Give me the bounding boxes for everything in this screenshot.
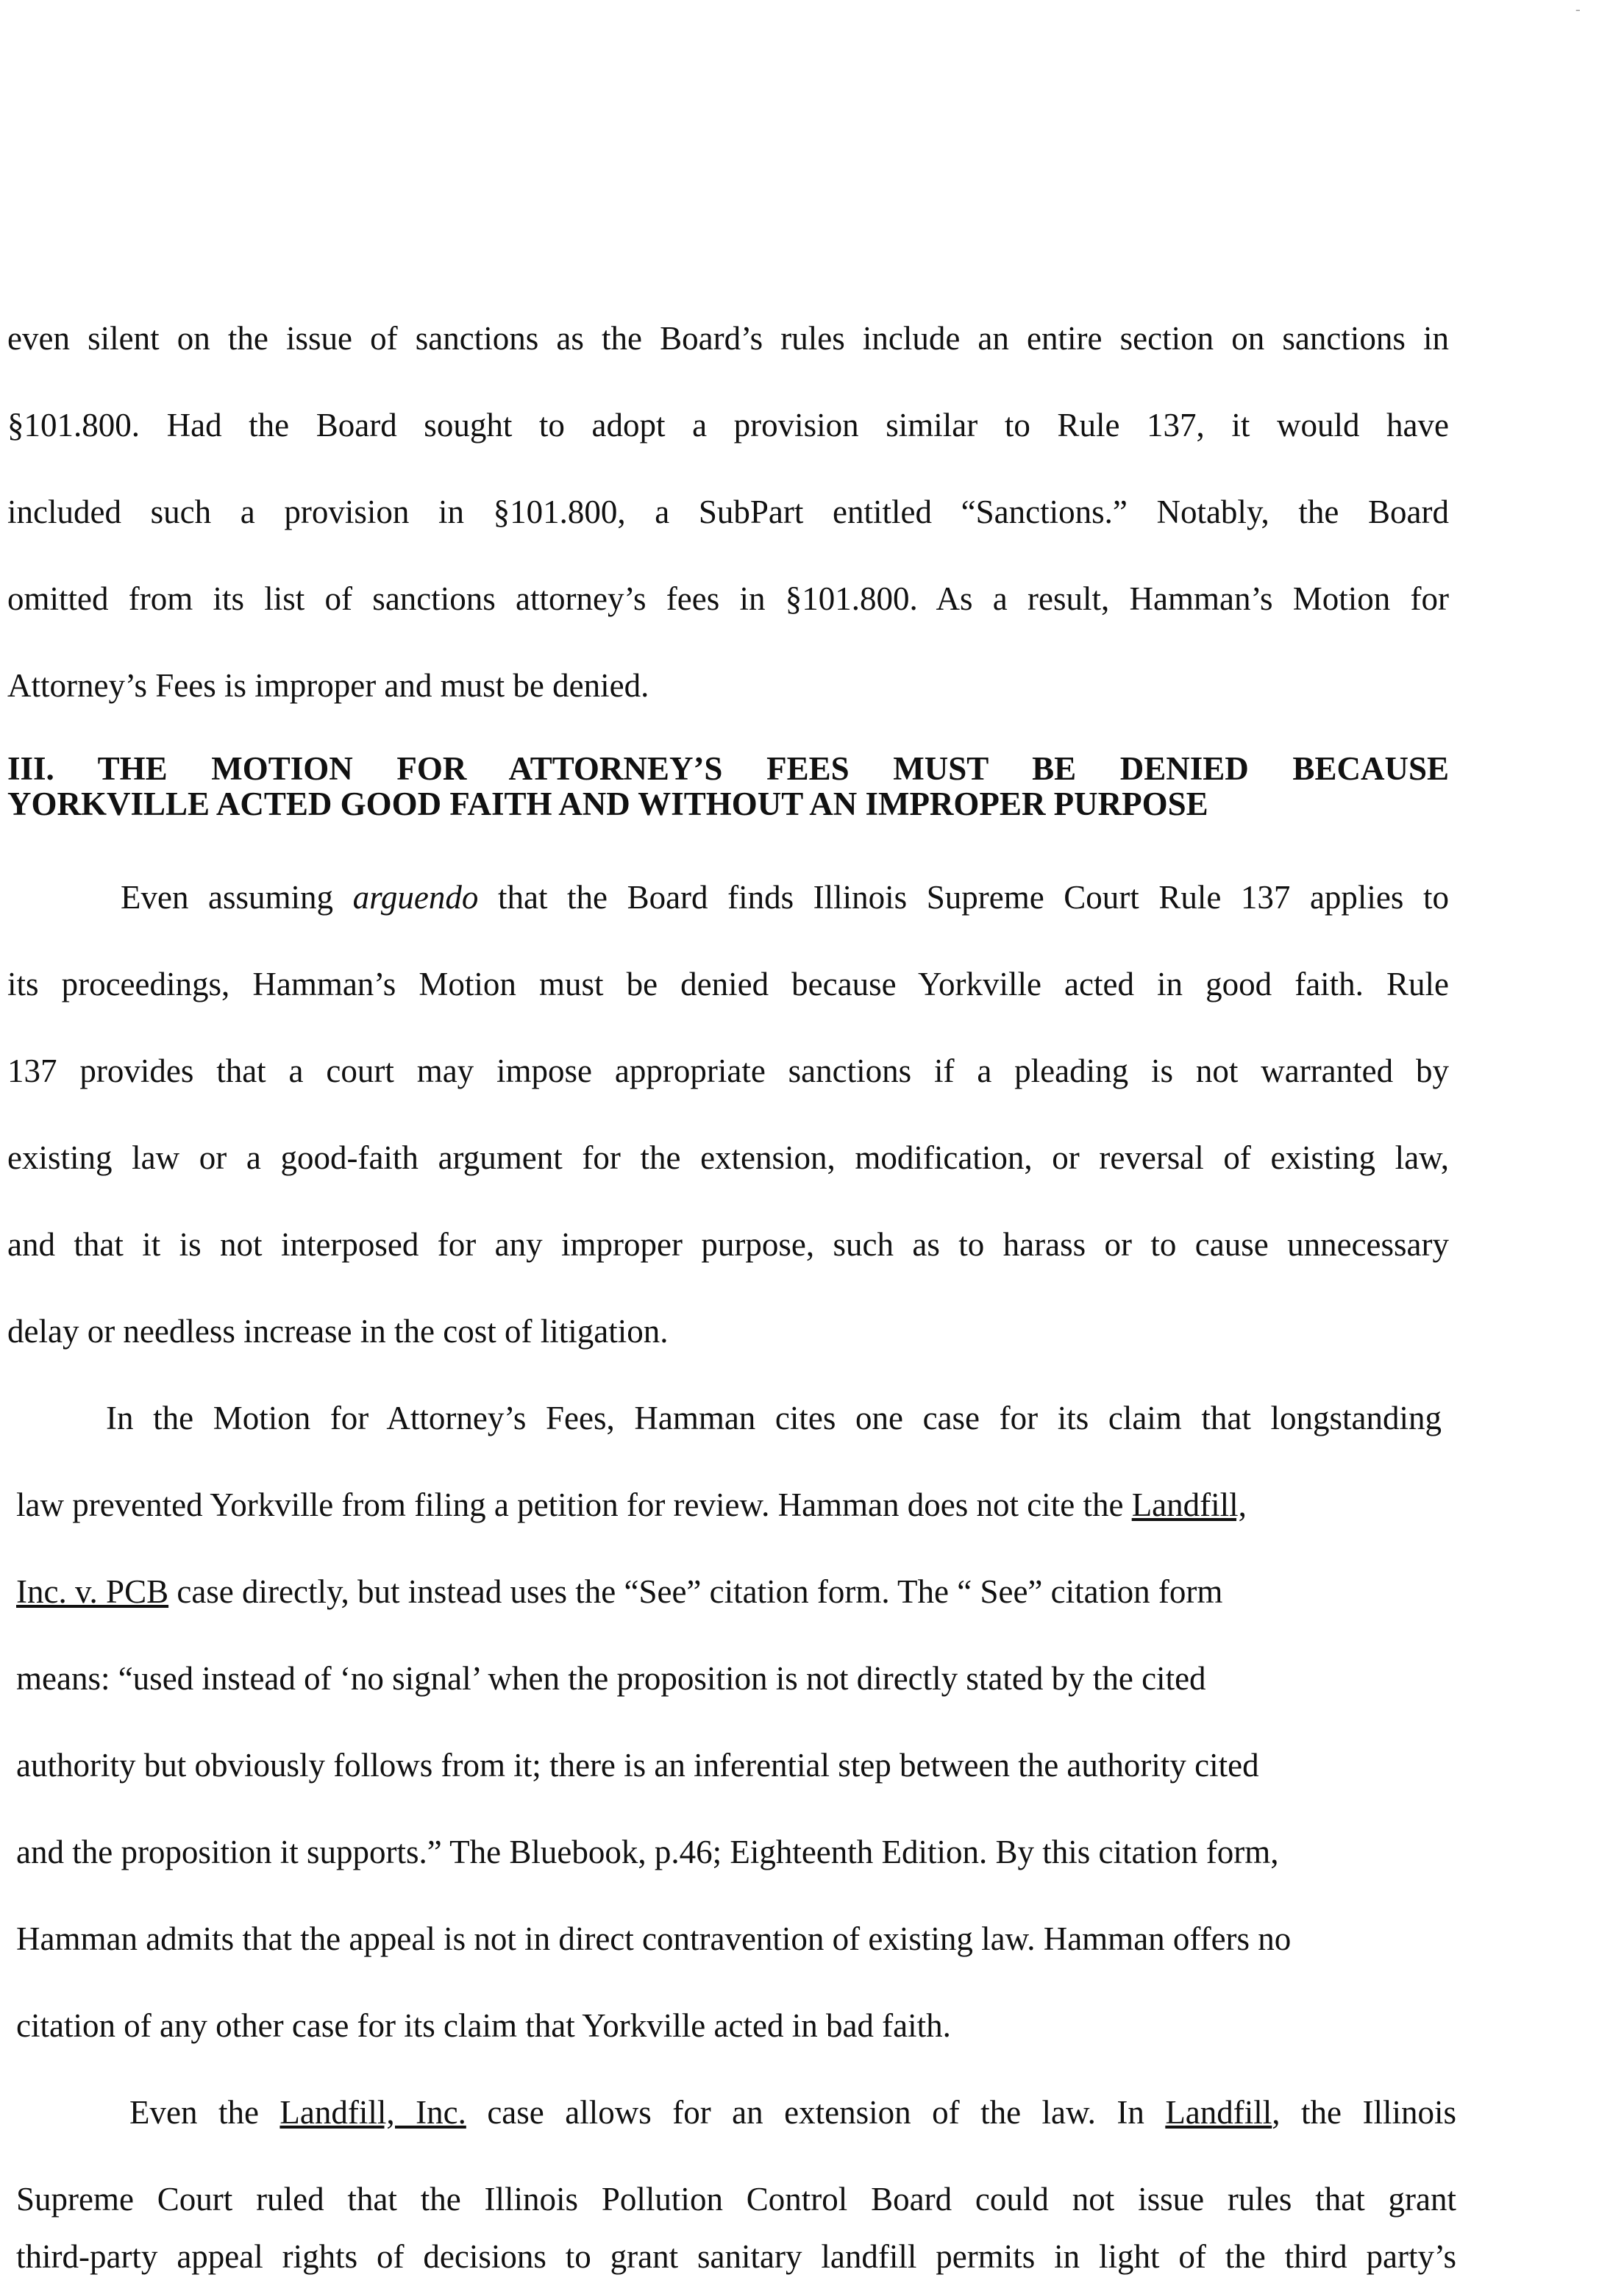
case-citation-landfill: Inc. v. PCB (16, 1573, 169, 1610)
case-citation-landfill: Landfill, (1131, 1486, 1247, 1523)
paragraph-line: its proceedings, Hamman’s Motion must be denied because Yorkville acted in good faith. Rule (7, 966, 1449, 1002)
paragraph-line: third-party appeal rights of decisions to grant sanitary landfill permits in light of the third party’s (16, 2238, 1456, 2275)
paragraph-line: §101.800. Had the Board sought to adopt a provision similar to Rule 137, it would have (7, 407, 1449, 444)
paragraph-line: Inc. v. PCB case directly, but instead uses the “See” citation form. The “ See” citation form (16, 1573, 1223, 1610)
paragraph-line: omitted from its list of sanctions attorney’s fees in §101.800. As a result, Hamman’s Motion for (7, 580, 1449, 617)
paragraph-line: existing law or a good-faith argument for the extension, modification, or reversal of existing law, (7, 1139, 1449, 1176)
scan-mark-dash: - (1575, 1, 1581, 18)
section-heading-line-2: YORKVILLE ACTED GOOD FAITH AND WITHOUT AN IMPROPER PURPOSE (7, 786, 1208, 822)
paragraph-line: citation of any other case for its claim that Yorkville acted in bad faith. (16, 2007, 951, 2044)
paragraph-line: Attorney’s Fees is improper and must be denied. (7, 667, 649, 704)
paragraph-line: authority but obviously follows from it; there is an inferential step between the authority cited (16, 1747, 1259, 1784)
case-citation-landfill: Landfill (1165, 2094, 1272, 2131)
paragraph-line: and the proposition it supports.” The Bluebook, p.46; Eighteenth Edition. By this citation form, (16, 1834, 1279, 1870)
italic-term: arguendo (352, 879, 479, 916)
paragraph-line: included such a provision in §101.800, a SubPart entitled “Sanctions.” Notably, the Board (7, 494, 1449, 530)
paragraph-line: Supreme Court ruled that the Illinois Pollution Control Board could not issue rules that grant (16, 2181, 1456, 2218)
paragraph-line: delay or needless increase in the cost of litigation. (7, 1313, 669, 1350)
paragraph-line: even silent on the issue of sanctions as the Board’s rules include an entire section on sanctions in (7, 320, 1449, 357)
case-citation-landfill-inc: Landfill, Inc. (279, 2094, 466, 2131)
paragraph-line: 137 provides that a court may impose appropriate sanctions if a pleading is not warranted by (7, 1053, 1449, 1089)
paragraph-line: Even the Landfill, Inc. case allows for an extension of the law. In Landfill, the Illinois (129, 2094, 1456, 2131)
paragraph-line: means: “used instead of ‘no signal’ when the proposition is not directly stated by the cited (16, 1660, 1206, 1697)
paragraph-line: Even assuming arguendo that the Board finds Illinois Supreme Court Rule 137 applies to (121, 879, 1449, 916)
paragraph-line: law prevented Yorkville from filing a petition for review. Hamman does not cite the Landfill, (16, 1486, 1247, 1523)
paragraph-line: Hamman admits that the appeal is not in direct contravention of existing law. Hamman offers no (16, 1920, 1292, 1957)
paragraph-line: and that it is not interposed for any improper purpose, such as to harass or to cause unnecessary (7, 1226, 1449, 1263)
paragraph-line: In the Motion for Attorney’s Fees, Hamman cites one case for its claim that longstanding (106, 1400, 1442, 1436)
section-heading-line-1: III. THE MOTION FOR ATTORNEY’S FEES MUST BE DENIED BECAUSE (7, 750, 1449, 787)
